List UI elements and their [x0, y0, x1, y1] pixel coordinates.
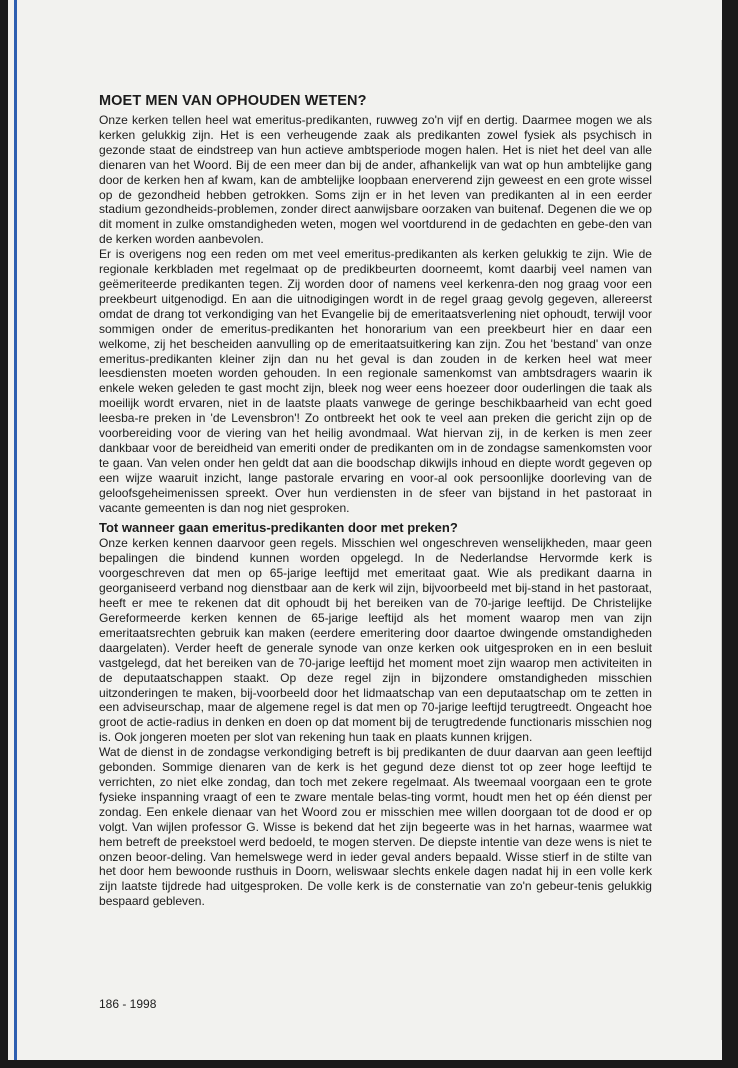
article-body — [99, 92, 652, 909]
paragraph-1: Onze kerken tellen heel wat emeritus-predikanten, ruwweg zo'n vijf en dertig. Daarmee mogen we als kerken gelukkig zijn. Het is een verheugende zaak als predikanten zowel fysiek als psychisch in gezonde staat de eindstreep van hun actieve ambtsperiode mogen halen. Het is niet het deel van alle dienaren van het Woord. Bij de een meer dan bij de ander, afhankelijk van wat op hun ambtelijke gang door de kerken hen af kwam, kan de ambtelijke loopbaan enerverend zijn geweest en een grote wissel op de gezondheid hebben getrokken. Soms zijn er in het leven van predikanten al in een eerder stadium gezondheids-problemen, zonder direct aanwijsbare oorzaken van buitenaf. Degenen die we op dit moment in zulke omstandigheden weten, mogen wel voortdurend in de gedachten en gebe-den van de kerken worden aanbevolen. — [99, 113, 652, 247]
page-edge — [721, 40, 722, 1040]
article-heading: MOET MEN VAN OPHOUDEN WETEN? — [99, 93, 367, 109]
binding-edge — [14, 0, 17, 1060]
paragraph-3: Onze kerken kennen daarvoor geen regels. Misschien wel ongeschreven wenselijkheden, maar geen bepalingen die bindend kunnen worden opgelegd. In de Nederlandse Hervormde kerk is voorgeschreven dat men op 65-jarige leeftijd met emeritaat gaat. Wie als predikant daarna in georganiseerd verband nog dienstbaar aan de kerk wil zijn, bijvoorbeeld met bij-stand in het pastoraat, heeft er mee te rekenen dat dit ophoudt bij het bereiken van de 70-jarige leeftijd. De Christelijke Gereformeerde kerken kennen de 65-jarige leeftijd als het moment waarop men van zijn emeritaatsrechten gebruik kan maken (eerdere emeritering door daartoe dwingende omstandigheden daargelaten). Verder heeft de generale synode van onze kerken ook uitgesproken en in een besluit vastgelegd, dat het bereiken van de 70-jarige leeftijd het moment moet zijn waarop men activiteiten in de deputaatschappen staakt. Op deze regel zijn in bijzondere omstandigheden misschien uitzonderingen te maken, bij-voorbeeld door het lidmaatschap van een deputaatschap om te zetten in een adviseurschap, maar de algemene regel is dat men op 70-jarige leeftijd terugtreedt. Ongeacht hoe groot de actie-radius in denken en doen op dat moment bij de terugtredende functionaris misschien nog is. Ook jongeren moeten per slot van rekening hun taak en plaats kunnen krijgen. — [99, 536, 652, 745]
paragraph-4: Wat de dienst in de zondagse verkondiging betreft is bij predikanten de duur daarvan aan geen leeftijd gebonden. Sommige dienaren van de kerk is het gegund deze dienst tot op zeer hoge leeftijd te verrichten, zo niet elke zondag, dan toch met zekere regelmaat. Als tweemaal voorgaan een te grote fysieke inspanning vraagt of een te zware mentale belas-ting vormt, houdt men het op één dienst per zondag. Een enkele dienaar van het Woord zou er misschien mee willen doorgaan tot de dood er op volgt. Van wijlen professor G. Wisse is bekend dat het zijn begeerte was in het harnas, waarmee wat hem betreft de preekstoel werd bedoeld, te mogen sterven. De diepste intentie van deze wens is niet te onzen beoor-deling. Van hemelswege werd in ieder geval anders bepaald. Wisse stierf in de stilte van het door hem bewoonde rusthuis in Doorn, weliswaar slechts enkele dagen nadat hij in een volle kerk zijn laatste tijdrede had uitgesproken. De volle kerk is de consternatie van zo'n gebeur-tenis gelukkig bespaard gebleven. — [99, 745, 652, 909]
paragraph-2: Er is overigens nog een reden om met veel emeritus-predikanten als kerken gelukkig te zijn. Wie de regionale kerkbladen met regelmaat op de predikbeurten doorneemt, komt daarbij veel namen van geëmeriteerde predikanten tegen. Zij worden door of namens veel kerkenra-den nog graag voor een preekbeurt uitgenodigd. En aan die uitnodigingen wordt in de regel graag gevolg gegeven, allereerst omdat de drang tot verkondiging van het Evangelie bij de emeritaatsverlening niet ophoudt, terwijl voor sommigen onder de emeritus-predikanten het honorarium van een preekbeurt hier en daar een welkome, zij het bescheiden aanvulling op de emeritaatsuitkering kan zijn. Zou het 'bestand' van onze emeritus-predikanten kleiner zijn dan nu het geval is dan zouden in de kerken heel wat meer leesdiensten moeten worden gehouden. In een regionale samenkomst van ambtsdragers waarin ik enkele weken geleden te gast mocht zijn, bleek nog weer eens hoezeer door ouderlingen die taak als moeilijk wordt ervaren, niet in de laatste plaats vanwege de geringe beschikbaarheid van echt goed leesba-re preken in 'de Levensbron'! Zo ontbreekt het ook te veel aan preken die gericht zijn op de voorbereiding voor de viering van het heilig avondmaal. Wat hiervan zij, in de kerken is men zeer dankbaar voor de bereidheid van emeriti onder de predikanten om in de zondagse samenkomsten voor te gaan. Van velen onder hen geldt dat aan die boodschap dikwijls inhoud en diepte wordt gegeven op een wijze waaruit inzicht, lange pastorale ervaring en voor-al ook persoonlijke doorleving van de geloofsgeheimenissen spreekt. Over hun verdiensten in de sfeer van bijstand in het pastoraat in vacante gemeenten is dan nog niet gesproken. — [99, 247, 652, 515]
section-subheading: Tot wanneer gaan emeritus-predikanten door met preken? — [99, 520, 458, 536]
page-number: 186 - 1998 — [99, 997, 157, 1011]
